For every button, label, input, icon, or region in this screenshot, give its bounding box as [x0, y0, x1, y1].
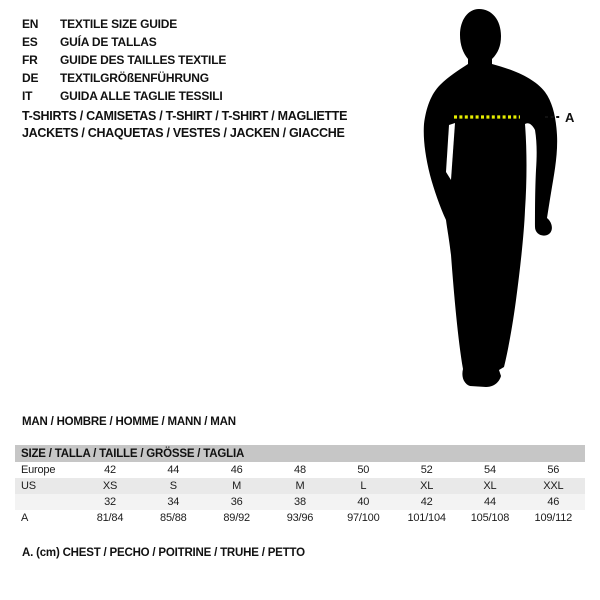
language-code: DE	[22, 71, 39, 85]
size-value-cell: XS	[102, 480, 118, 492]
size-value-cell: M	[232, 480, 242, 492]
size-value-cell: 34	[167, 496, 180, 508]
size-value-cell: 97/100	[347, 512, 380, 524]
size-value-cell: 46	[230, 464, 243, 476]
size-value-cell: 81/84	[96, 512, 124, 524]
language-code: IT	[22, 89, 33, 103]
size-value-cell: 44	[167, 464, 180, 476]
language-row	[22, 15, 226, 33]
measurement-footnote: A. (cm) CHEST / PECHO / POITRINE / TRUHE / PETTO	[22, 547, 305, 559]
size-table-row	[15, 510, 585, 526]
size-value-cell: 44	[484, 496, 496, 508]
size-value-cell: 56	[547, 464, 560, 476]
size-table-row	[15, 494, 585, 510]
size-value-cell: 40	[357, 496, 370, 508]
size-value-cell: 50	[357, 464, 370, 476]
size-value-cell: L	[360, 480, 367, 492]
language-title: GUÍA DE TALLAS	[60, 35, 157, 49]
size-value-cell: 46	[547, 496, 560, 508]
size-value-cell: 42	[420, 496, 433, 508]
row-label	[15, 494, 78, 510]
size-value-cell: 54	[484, 464, 496, 476]
language-row	[22, 51, 226, 69]
size-table-header-row	[15, 445, 585, 462]
category-line-jackets: JACKETS / CHAQUETAS / VESTES / JACKEN / GIACCHE	[22, 125, 345, 140]
size-value-cell: 52	[420, 464, 433, 476]
size-value-cell: 42	[104, 464, 116, 476]
language-title: TEXTILGRÖßENFÜHRUNG	[60, 71, 209, 85]
size-value-cell: XL	[420, 480, 434, 492]
category-line-tshirts: T-SHIRTS / CAMISETAS / T-SHIRT / T-SHIRT / MAGLIETTE	[22, 109, 348, 123]
language-title: GUIDE DES TAILLES TEXTILE	[60, 53, 227, 67]
language-title: TEXTILE SIZE GUIDE	[60, 17, 178, 31]
row-label: Europe	[21, 464, 56, 476]
section-title: MAN / HOMBRE / HOMME / MANN / MAN	[22, 416, 236, 428]
size-table-header: SIZE / TALLA / TAILLE / GRÖSSE / TAGLIA	[15, 445, 585, 462]
language-list	[22, 15, 226, 105]
size-table-row	[15, 478, 585, 494]
language-row	[22, 33, 226, 51]
size-value-cell: 38	[294, 496, 306, 508]
size-table	[15, 445, 585, 526]
size-value-cell: 109/112	[534, 512, 573, 524]
language-row	[22, 69, 226, 87]
measure-label-a: A	[565, 110, 575, 125]
size-value-cell: 101/104	[407, 512, 446, 524]
size-value-cell: 32	[104, 496, 116, 508]
language-code: EN	[22, 17, 39, 31]
language-row	[22, 87, 226, 105]
row-label: A	[21, 512, 29, 524]
size-value-cell: 85/88	[160, 512, 187, 524]
man-silhouette-svg	[405, 5, 578, 395]
size-value-cell: 93/96	[286, 512, 314, 524]
man-silhouette-figure	[405, 5, 578, 395]
size-table-row	[15, 462, 585, 478]
size-value-cell: 89/92	[223, 512, 250, 524]
category-list	[22, 108, 347, 141]
size-value-cell: 36	[230, 496, 243, 508]
man-silhouette	[424, 9, 557, 387]
size-value-cell: 105/108	[470, 512, 510, 524]
language-code: ES	[22, 35, 38, 49]
language-title: GUIDA ALLE TAGLIE TESSILI	[60, 89, 223, 103]
size-value-cell: M	[295, 480, 305, 492]
row-label: US	[21, 480, 36, 492]
size-value-cell: XL	[483, 480, 497, 492]
size-value-cell: S	[169, 480, 177, 492]
size-value-cell: XXL	[543, 480, 564, 492]
language-code: FR	[22, 53, 38, 67]
size-value-cell: 48	[294, 464, 306, 476]
